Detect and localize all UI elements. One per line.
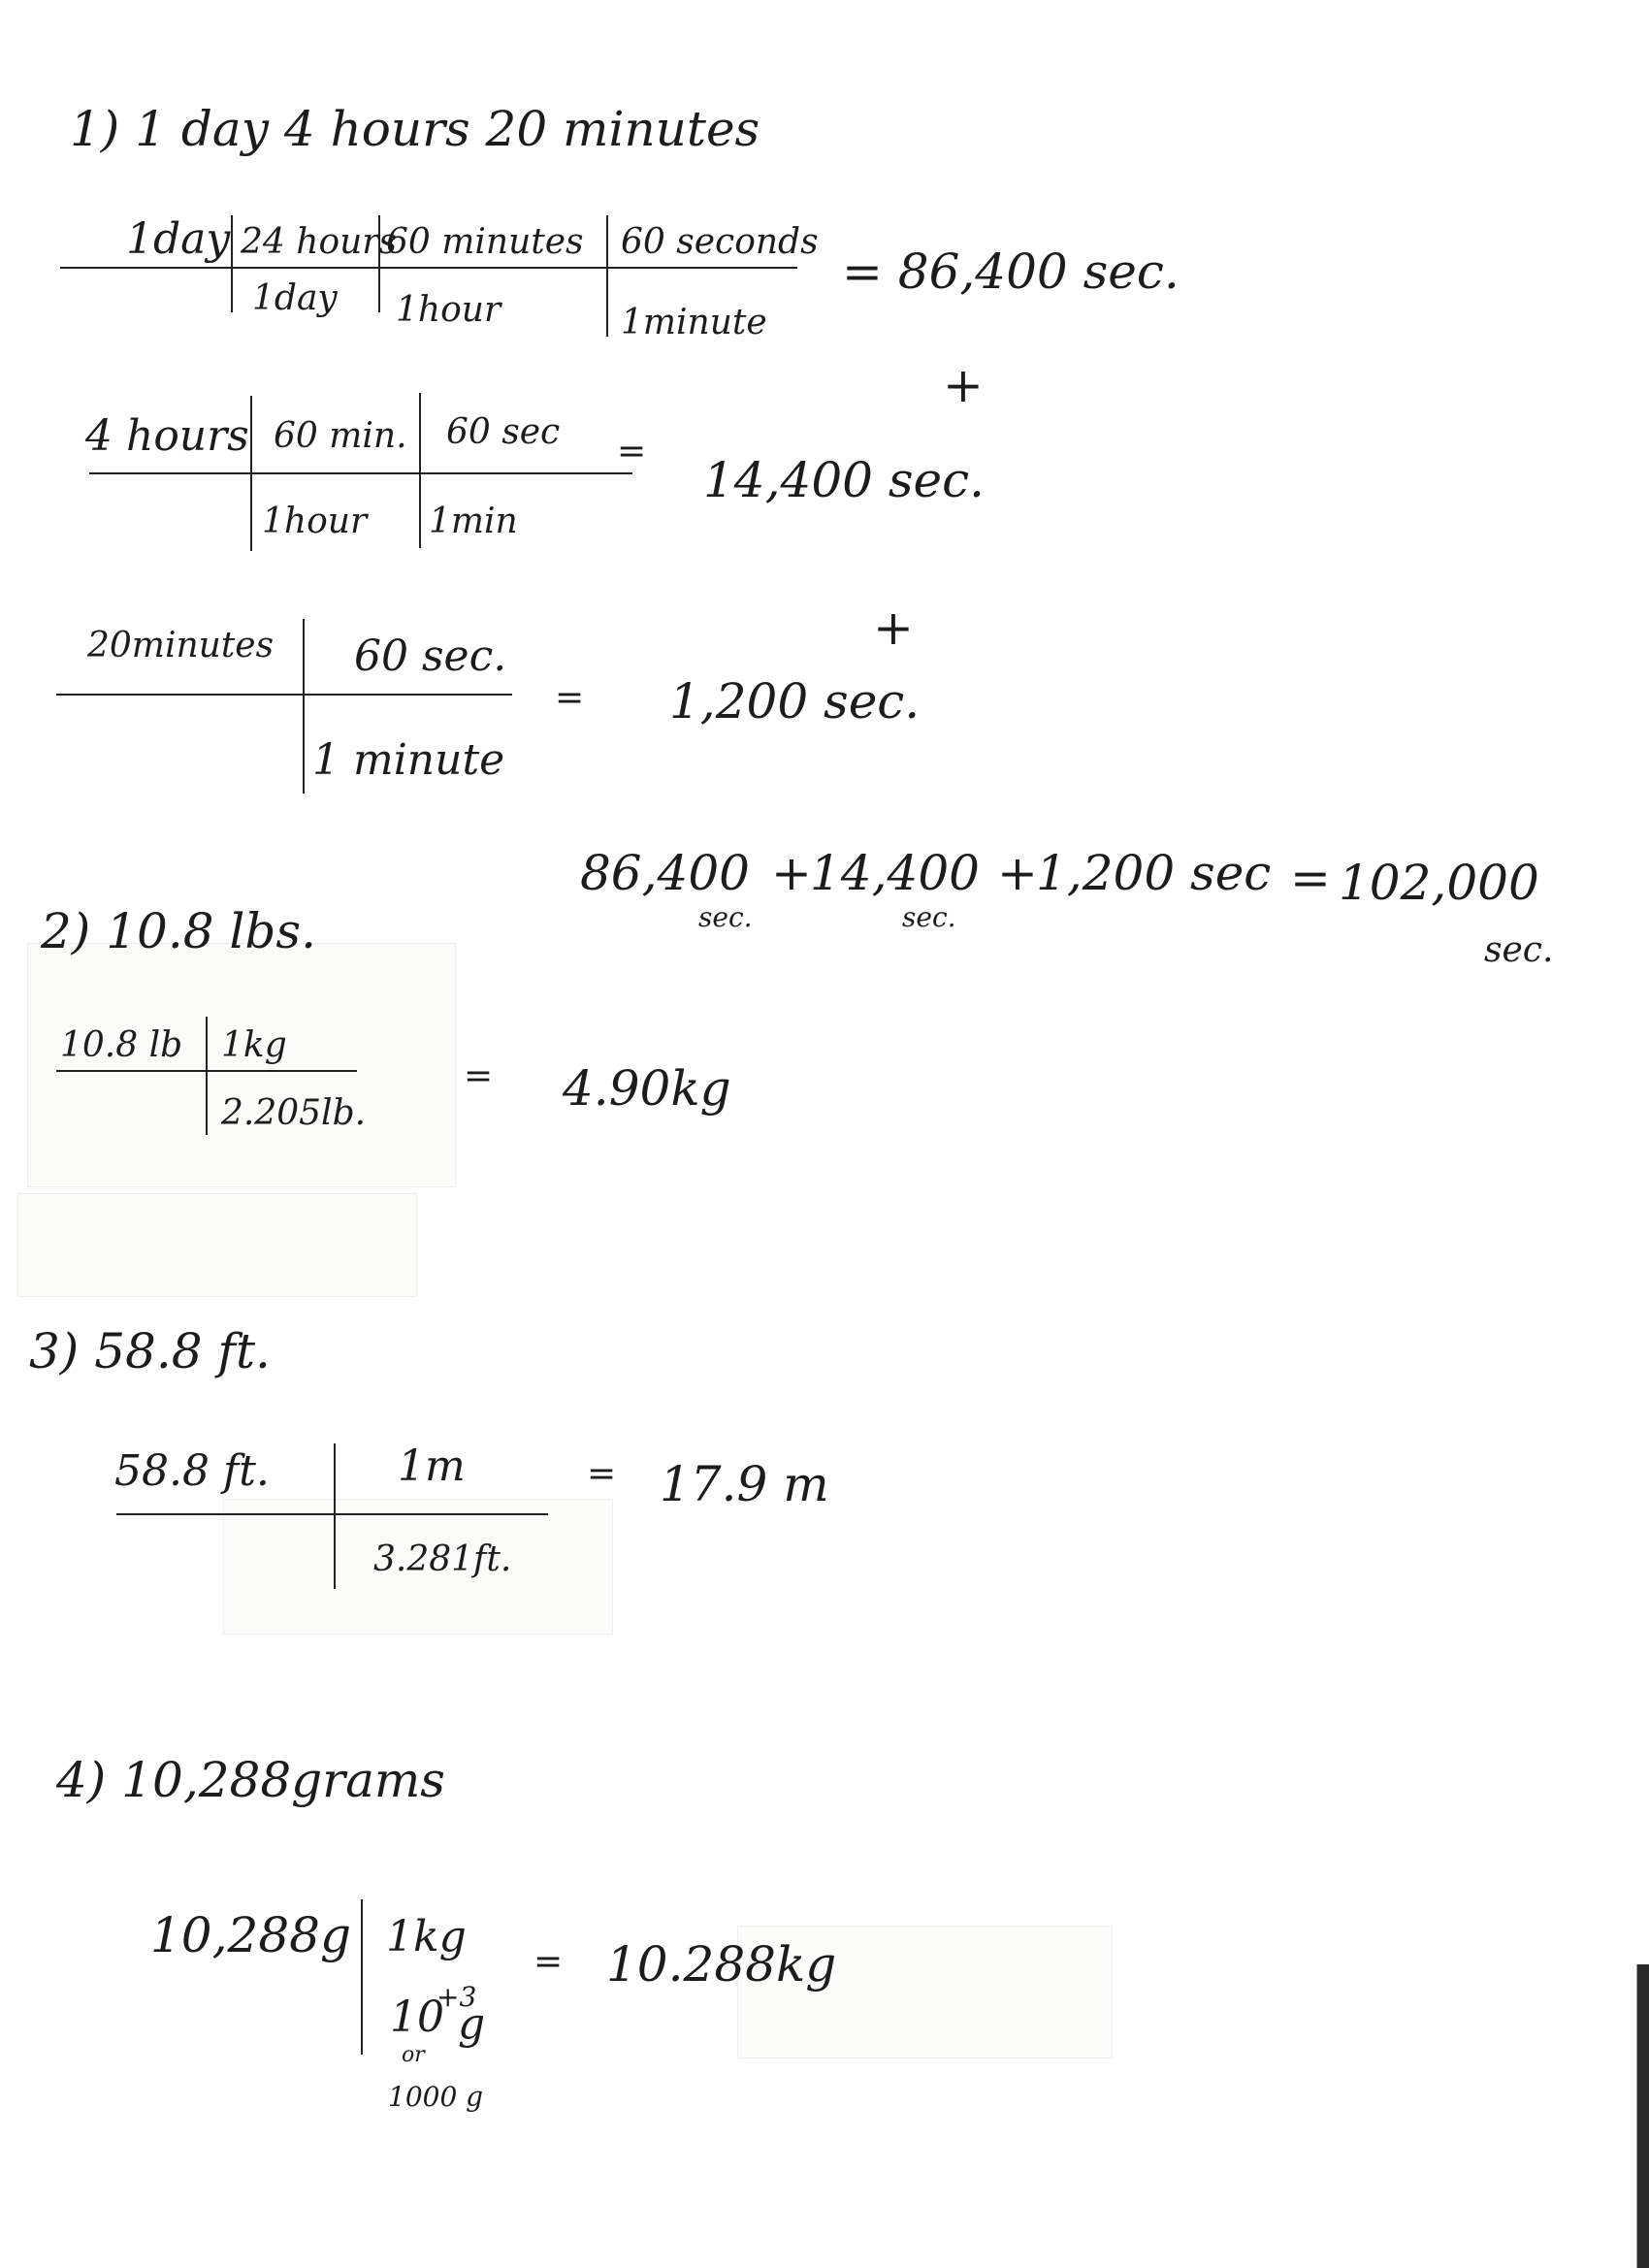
row2-denominator-2: 1hour xyxy=(262,502,368,541)
row3-denominator-2: 1 minute xyxy=(312,735,505,785)
row2-numerator-2: 60 min. xyxy=(274,416,407,456)
p2-denominator-2: 2.205lb. xyxy=(221,1093,367,1133)
sum-plus: + xyxy=(997,845,1038,901)
p2-equals: = xyxy=(464,1056,494,1096)
p4-alt-denominator: 1000 g xyxy=(388,2081,484,2113)
row2-denominator-3: 1min xyxy=(429,502,518,541)
row1-numerator-4: 60 seconds xyxy=(621,222,819,262)
problem-2-heading: 2) 10.8 lbs. xyxy=(41,903,316,959)
p4-equals: = xyxy=(534,1942,564,1982)
fraction-bar xyxy=(116,1513,548,1515)
problem-3-heading: 3) 58.8 ft. xyxy=(29,1323,271,1379)
sum-total-unit: sec. xyxy=(1484,930,1554,970)
sum-term-a: 86,400 xyxy=(580,845,750,901)
fraction-bar xyxy=(89,472,632,474)
row1-denominator-2: 1day xyxy=(252,278,338,318)
row3-result: 1,200 sec. xyxy=(669,673,921,729)
row2-equals: = xyxy=(617,432,647,471)
p2-numerator-2: 1kg xyxy=(221,1025,287,1065)
row1-numerator-3: 60 minutes xyxy=(386,222,584,262)
p3-numerator-2: 1m xyxy=(398,1442,466,1491)
sum-term-b: 14,400 xyxy=(810,845,980,901)
sum-total: 102,000 xyxy=(1339,855,1539,911)
p4-denominator-base: 10 xyxy=(390,1993,444,2042)
p4-denominator-exponent: +3 xyxy=(436,1981,477,2013)
row2-numerator-1: 4 hours xyxy=(85,411,249,461)
p4-or: or xyxy=(402,2043,425,2067)
fraction-divider xyxy=(206,1017,208,1135)
p2-result: 4.90kg xyxy=(563,1060,731,1117)
p3-denominator-2: 3.281ft. xyxy=(373,1539,512,1579)
pasted-patch xyxy=(27,943,456,1187)
problem-1-heading: 1) 1 day 4 hours 20 minutes xyxy=(70,101,760,157)
row3-numerator-1: 20minutes xyxy=(87,626,275,665)
row1-result: = 86,400 sec. xyxy=(842,243,1180,300)
row2-result: 14,400 sec. xyxy=(703,452,985,508)
sum-plus: + xyxy=(771,845,812,901)
sum-term-c: 1,200 sec xyxy=(1036,845,1272,901)
p2-numerator-1: 10.8 lb xyxy=(60,1025,183,1065)
p4-numerator-1: 10,288g xyxy=(150,1907,351,1963)
sum-term-b-unit: sec. xyxy=(902,901,956,933)
problem-4-heading: 4) 10,288grams xyxy=(56,1752,445,1808)
fraction-divider xyxy=(250,396,252,551)
row3-numerator-2: 60 sec. xyxy=(354,632,507,681)
p4-denominator-unit: g xyxy=(458,1999,486,2049)
fraction-divider xyxy=(334,1443,336,1589)
row1-numerator-1: 1day xyxy=(126,214,231,264)
row2-numerator-3: 60 sec xyxy=(446,412,561,452)
row3-equals: = xyxy=(555,678,585,718)
row1-denominator-3: 1hour xyxy=(396,290,501,330)
plus-sign: + xyxy=(873,599,914,656)
fraction-divider xyxy=(231,215,233,312)
fraction-divider xyxy=(419,393,421,548)
fraction-divider xyxy=(361,1899,363,2055)
p3-result: 17.9 m xyxy=(660,1456,829,1512)
fraction-bar xyxy=(56,694,512,696)
fraction-divider xyxy=(606,215,608,337)
p4-result: 10.288kg xyxy=(606,1936,837,1993)
row1-denominator-4: 1minute xyxy=(621,303,767,342)
row1-numerator-2: 24 hours xyxy=(241,222,397,262)
fraction-divider xyxy=(303,619,305,794)
fraction-bar xyxy=(60,267,797,269)
plus-sign: + xyxy=(943,357,984,413)
p3-equals: = xyxy=(587,1454,617,1494)
scan-edge-shadow xyxy=(1637,1964,1649,2268)
sum-equals: = xyxy=(1290,850,1331,906)
pasted-patch xyxy=(17,1193,417,1297)
sum-term-a-unit: sec. xyxy=(698,901,753,933)
p3-numerator-1: 58.8 ft. xyxy=(114,1446,270,1496)
p4-numerator-2: 1kg xyxy=(386,1912,467,1961)
